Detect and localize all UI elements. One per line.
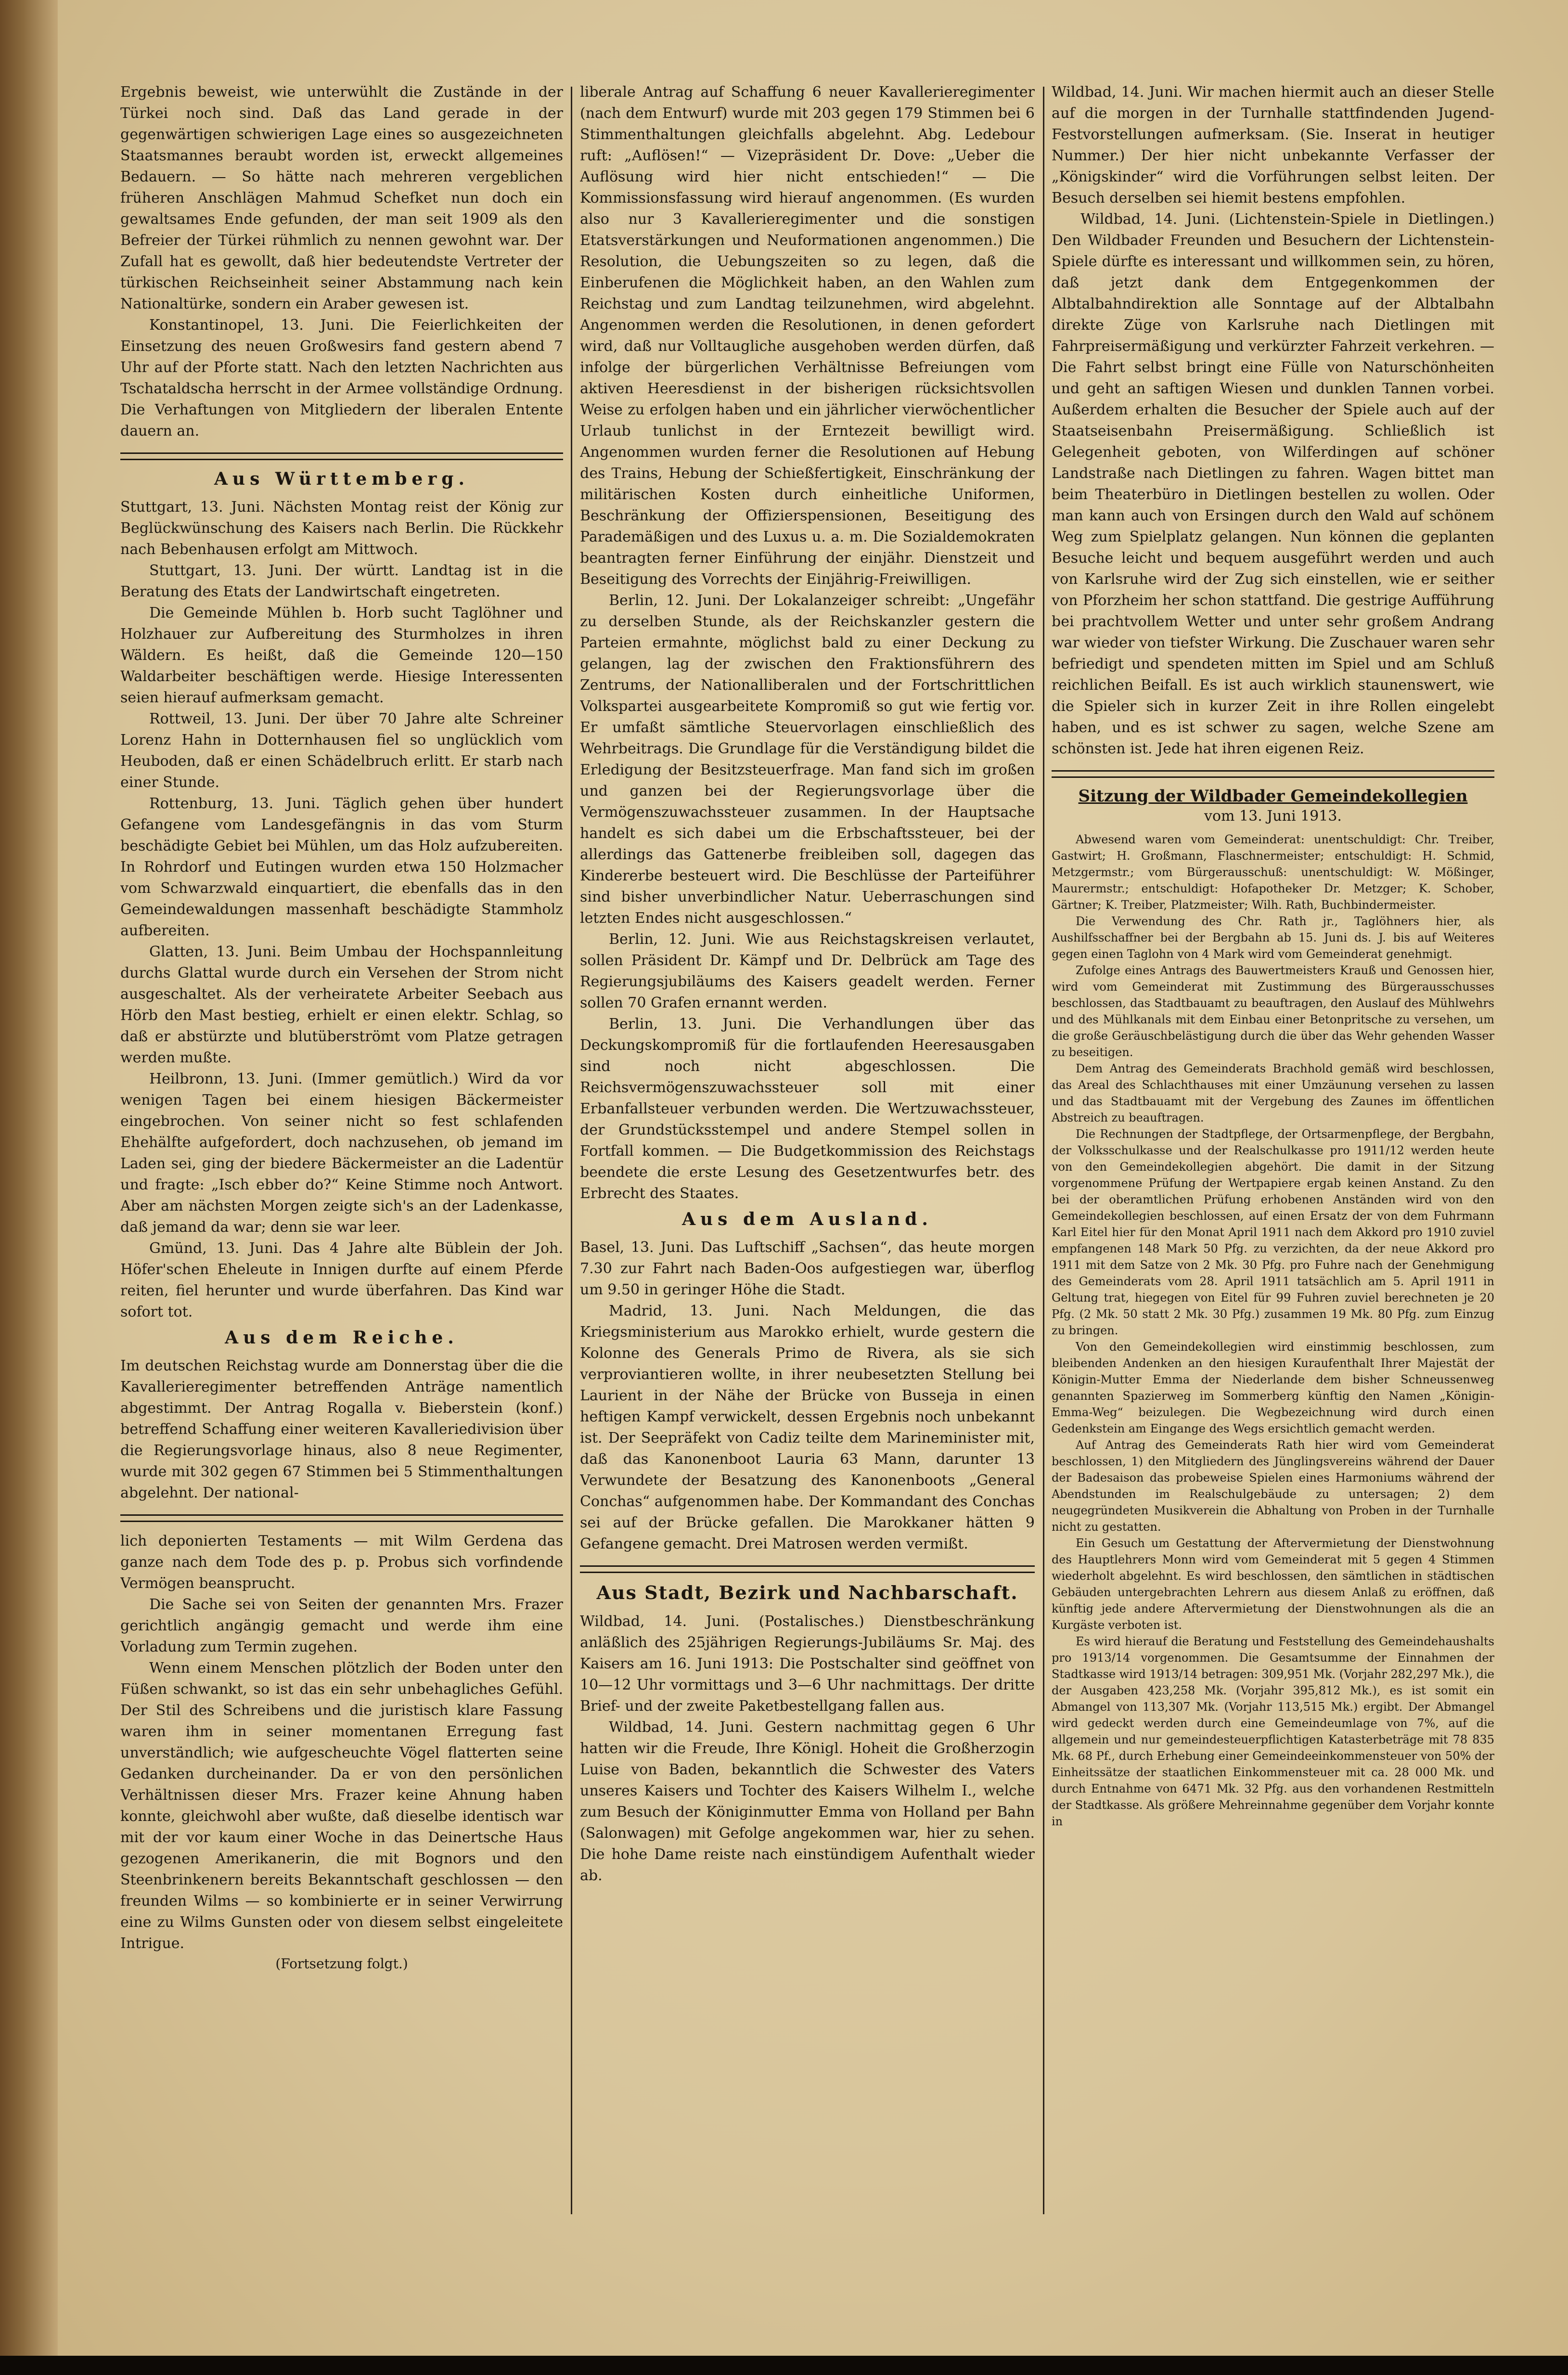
section-heading-sitzung: Sitzung der Wildbader Gemeindekollegien	[1078, 787, 1468, 806]
feuilleton-text: Wenn einem Menschen plötzlich der Boden unter den Füßen schwankt, so ist das ein sehr unbehagliches Gefühl. Der Stil des Schreibens und die juristisch klare Fassung waren ihm in seiner momentanen Erregung fast unverständlich; wie aufgescheuchte Vögel flatterten seine Gedanken durcheinander. Da er von den persönlichen Verhältnissen dieser Mrs. Frazer keine Ahnung haben konnte, gleichwohl aber wußte, daß dieselbe identisch war mit der vor kaum einer Woche in das Deinertsche Haus gezogenen Amerikanerin, die mit Bognors und den Steenbrinkenern bereits Bekanntschaft geschlossen — den freunden Wilms — so kombinierte er in seiner Verwirrung eine zu Wilms Gunsten oder von diesem selbst eingeleitete Intrigue.	[120, 1660, 563, 1952]
section-subheading-date: vom 13. Juni 1913.	[1204, 808, 1342, 825]
page-binding-edge	[0, 0, 58, 2375]
news-item: Im deutschen Reichstag wurde am Donnerstag über die die Kavallerieregimenter betreffenden Anträge namentlich abgestimmt. Der Antrag Rogalla v. Bieberstein (konf.) betreffend Schaffung einer weiteren Kavalleriedivision über die Regierungsvorlage hinaus, also 8 neue Regimenter, wurde mit 302 gegen 67 Stimmen bei 5 Stimmenthaltungen abgelehnt. Der national-	[120, 1357, 563, 1501]
news-item: Rottweil, 13. Juni. Der über 70 Jahre alte Schreiner Lorenz Hahn in Dotternhausen fiel so unglücklich vom Heuboden, daß er einen Schädelbruch erlitt. Er starb nach einer Stunde.	[120, 710, 563, 791]
news-item: Wildbad, 14. Juni. Gestern nachmittag gegen 6 Uhr hatten wir die Freude, Ihre Königl. Hoheit die Großherzogin Luise von Baden, bekanntlich die Schwester des Vaters unseres Kaisers und Tochter des Kaisers Wilhelm I., welche zum Besuch der Königinmutter Emma von Holland per Bahn (Salonwagen) mit Gefolge angekommen war, hier zu sehen. Die hohe Dame reiste nach einstündigem Aufenthalt wieder ab.	[580, 1719, 1035, 1884]
column-rule	[1043, 87, 1044, 2214]
minutes-item: Von den Gemeindekollegien wird einstimmig beschlossen, zum bleibenden Andenken an den hiesigen Kuraufenthalt Ihrer Majestät der Königin-Mutter Emma der Niederlande dem bisher Schneussenweg genannten Spazierweg im Sommerberg künftig den Namen „Königin-Emma-Weg“ beizulegen. Die Wegbezeichnung wird durch einen Gedenkstein am Eingange des Wegs ersichtlich gemacht werden.	[1052, 1340, 1494, 1435]
news-item: Basel, 13. Juni. Das Luftschiff „Sachsen“, das heute morgen 7.30 zur Fahrt nach Baden-Oos aufgestiegen war, überflog um 9.50 in geringer Höhe die Stadt.	[580, 1239, 1035, 1298]
feuilleton-text: Die Sache sei von Seiten der genannten Mrs. Frazer gerichtlich angängig gemacht und werde ihm eine Vorladung zum Termin zugehen.	[120, 1596, 563, 1655]
section-divider	[120, 452, 563, 460]
section-divider	[120, 1514, 563, 1522]
article-text: Konstantinopel, 13. Juni. Die Feierlichkeiten der Einsetzung des neuen Großwesirs fand gestern abend 7 Uhr auf der Pforte statt. Nach den letzten Nachrichten aus Tschataldscha herrscht in der Armee vollständige Ordnung. Die Verhaftungen von Mitgliedern der liberalen Entente dauern an.	[120, 317, 563, 439]
minutes-item: Zufolge eines Antrags des Bauwertmeisters Krauß und Genossen hier, wird vom Gemeinderat mit Zustimmung des Bürgerausschusses beschlossen, das Stadtbauamt zu beauftragen, den Auslauf des Mühlwehrs und des Mühlkanals mit dem Einbau einer Betonpritsche zu versehen, um die große Geräuschbelästigung durch die über das Wehr gehenden Wasser zu beseitigen.	[1052, 964, 1494, 1059]
article-text: Ergebnis beweist, wie unterwühlt die Zustände in der Türkei noch sind. Daß das Land gerade in der gegenwärtigen schwierigen Lage eines so ausgezeichneten Staatsmannes beraubt worden ist, erweckt allgemeines Bedauern. — So hätte nach mehreren vergeblichen früheren Anschlägen Mahmud Schefket nun doch ein gewaltsames Ende gefunden, der man seit 1909 als den Befreier der Türkei rühmlich zu nennen gewohnt war. Der Zufall hat es gewollt, daß hier bedeutendste Vertreter der türkischen Reichseinheit seiner Abstammung nach kein Nationaltürke, sondern ein Araber gewesen ist.	[120, 84, 563, 312]
section-divider	[1052, 770, 1494, 778]
minutes-item: Abwesend waren vom Gemeinderat: unentschuldigt: Chr. Treiber, Gastwirt; H. Großmann, Flaschnermeister; entschuldigt: H. Schmid, Metzgermstr.; vom Bürgerausschuß: unentschuldigt: W. Mößinger, Maurermstr.; entschuldigt: Hofapotheker Dr. Metzger; K. Schober, Gärtner; K. Treiber, Platzmeister; Wilh. Rath, Buchbindermeister.	[1052, 833, 1494, 912]
news-item: Gmünd, 13. Juni. Das 4 Jahre alte Büblein der Joh. Höfer'schen Eheleute in Innigen durfte auf einem Pferde reiten, fiel herunter und wurde überfahren. Das Kind war sofort tot.	[120, 1240, 563, 1320]
news-item: Berlin, 13. Juni. Die Verhandlungen über das Deckungskompromiß für die fortlaufenden Heeresausgaben sind noch nicht abgeschlossen. Die Reichsvermögenszuwachssteuer soll mit einer Erbanfallsteuer verbunden werden. Die Wertzuwachssteuer, der Grundstücksstempel und andere Stempel sollen in Fortfall kommen. — Die Budgetkommission des Reichstags beendete die erste Lesung des Gesetzentwurfes betr. des Erbrecht des Staates.	[580, 1016, 1035, 1202]
minutes-item: Die Rechnungen der Stadtpflege, der Ortsarmenpflege, der Bergbahn, der Volksschulkasse und der Realschulkasse pro 1911/12 werden heute von den Gemeindekollegien abgehört. Die damit in der Sitzung vorgenommene Prüfung der Wertpapiere ergab keinen Anstand. Zu den bei der oberamtlichen Prüfung erhobenen Anständen wird von den Gemeindekollegien beschlossen, auf einen Ersatz der von dem Fuhrmann Karl Eitel hier für den Monat April 1911 nach dem Akkord pro 1910 zuviel empfangenen 148 Mark 50 Pfg. zu verzichten, da der neue Akkord pro 1911 mit dem Satze von 2 Mk. 30 Pfg. pro Fuhre nach der Genehmigung des Gemeinderats vom 28. April 1911 tatsächlich am 5. April 1911 in Geltung trat, hiegegen von Eitel für 99 Fuhren zuviel berechneten je 20 Pfg. (2 Mk. 50 statt 2 Mk. 30 Pfg.) zusammen 19 Mk. 80 Pfg. zum Einzug zu bringen.	[1052, 1127, 1494, 1337]
news-item: Stuttgart, 13. Juni. Der württ. Landtag ist in die Beratung des Etats der Landwirtschaft eingetreten.	[120, 562, 563, 600]
news-item: Wildbad, 14. Juni. (Postalisches.) Dienstbeschränkung anläßlich des 25jährigen Regierungs-Jubiläums Sr. Maj. des Kaisers am 16. Juni 1913: Die Postschalter sind geöffnet von 10—12 Uhr vormittags und 3—6 Uhr nachmittags. Der dritte Brief- und der zweite Paketbestellgang fallen aus.	[580, 1613, 1035, 1715]
column-1	[120, 82, 563, 2219]
news-item: Wildbad, 14. Juni. Wir machen hiermit auch an dieser Stelle auf die morgen in der Turnhalle stattfindenden Jugend-Festvorstellungen aufmerksam. (Sie. Inserat in heutiger Nummer.) Der hier nicht unbekannte Verfasser der „Königskinder“ wird die Vorführungen selbst leiten. Der Besuch derselben sei hiemit bestens empfohlen.	[1052, 84, 1494, 207]
news-item: Rottenburg, 13. Juni. Täglich gehen über hundert Gefangene vom Landesgefängnis in das vom Sturm beschädigte Gebiet bei Mühlen, um das Holz aufzubereiten. In Rohrdorf und Eutingen wurden etwa 150 Holzmacher vom Schwarzwald einquartiert, die ebenfalls das in den Gemeindewaldungen massenhaft beschädigte Stammholz aufbereiten.	[120, 795, 563, 939]
minutes-item: Auf Antrag des Gemeinderats Rath hier wird vom Gemeinderat beschlossen, 1) den Mitgliedern des Jünglingsvereins während der Dauer der Badesaison das probeweise Spielen eines Harmoniums während der Abendstunden im Realschulgebäude zu untersagen; 2) dem neugegründeten Musikverein die Abhaltung von Proben in der Turnhalle nicht zu gestatten.	[1052, 1438, 1494, 1534]
news-item: Heilbronn, 13. Juni. (Immer gemütlich.) Wird da vor wenigen Tagen bei einem hiesigen Bäckermeister eingebrochen. Von seiner nicht so fest schlafenden Ehehälfte aufgefordert, doch nachzusehen, ob jemand im Laden sei, ging der biedere Bäckermeister an die Ladentür und fragte: „Isch ebber do?“ Keine Stimme noch Antwort. Aber am nächsten Morgen zeigte sich's an der Ladenkasse, daß jemand da war; denn sie war leer.	[120, 1071, 563, 1236]
news-item: Berlin, 12. Juni. Der Lokalanzeiger schreibt: „Ungefähr zu derselben Stunde, als der Reichskanzler gestern die Parteien ermahnte, möglichst bald zu einer Deckung zu gelangen, lag der zwischen den Fraktionsführern des Zentrums, der Nationalliberalen und der Fortschrittlichen Volkspartei ausgearbeitete Kompromiß so gut wie fertig vor. Er umfaßt sämtliche Steuervorlagen einschließlich des Wehrbeitrags. Die Grundlage für die Verständigung bildet die Erledigung der Besitzsteuerfrage. Man fand sich im großen und ganzen bei der Regierungsvorlage über die Vermögenszuwachssteuer zusammen. In der Hauptsache handelt es sich dabei um die Erbschaftssteuer, bei der allerdings das Gattenerbe freibleiben soll, dagegen das Kindererbe besteuert wird. Die Beschlüsse der Parteiführer sind bisher unverbindlicher Natur. Ueberraschungen sind letzten Endes nicht ausgeschlossen.“	[580, 592, 1035, 927]
section-heading-ausland: Aus dem Ausland.	[682, 1209, 933, 1229]
minutes-item: Die Verwendung des Chr. Rath jr., Taglöhners hier, als Aushilfsschaffner bei der Bergbahn ab 15. Juni ds. J. bis auf Weiteres gegen einen Taglohn von 4 Mark wird vom Gemeinderat genehmigt.	[1052, 915, 1494, 961]
continuation-note: (Fortsetzung folgt.)	[275, 1956, 408, 1972]
section-divider	[580, 1565, 1035, 1573]
feuilleton-text: lich deponierten Testaments — mit Wilm Gerdena das ganze nach dem Tode des p. p. Probus sich vorfindende Vermögen beansprucht.	[120, 1533, 563, 1592]
news-item: Madrid, 13. Juni. Nach Meldungen, die das Kriegsministerium aus Marokko erhielt, wurde gestern die Kolonne des Generals Primo de Rivera, als sie sich verproviantieren wollte, in ihrer neubesetzten Stellung bei Laurient in der Nähe der Brücke von Busseja in einen heftigen Kampf verwickelt, dessen Ergebnis noch unbekannt ist. Der Seepräfekt von Cadiz teilte dem Marineminister mit, daß das Kanonenboot Lauria 63 Mann, darunter 13 Verwundete der Besatzung des Kanonenboots „General Conchas“ aufgenommen habe. Der Kommandant des Conchas sei auf der Brücke gefallen. Die Marokkaner hätten 9 Gefangene gemacht. Drei Matrosen werden vermißt.	[580, 1303, 1035, 1552]
news-item: Berlin, 12. Juni. Wie aus Reichstagskreisen verlautet, sollen Präsident Dr. Kämpf und Dr. Delbrück am Tage des Regierungsjubiläums des Kaisers geadelt werden. Ferner sollen 70 Grafen ernannt werden.	[580, 931, 1035, 1011]
page-bottom-edge	[0, 2356, 1568, 2375]
section-heading-reiche: Aus dem Reiche.	[225, 1328, 459, 1348]
column-3	[1052, 82, 1494, 2219]
news-item: Wildbad, 14. Juni. (Lichtenstein-Spiele in Dietlingen.) Den Wildbader Freunden und Besuchern der Lichtenstein-Spiele dürfte es interessant und willkommen sein, zu hören, daß jetzt dank dem Entgegenkommen der Albtalbahndirektion alle Sonntage auf der Albtalbahn direkte Züge von Karlsruhe nach Dietlingen mit Fahrpreisermäßigung und verkürzter Fahrzeit verkehren. — Die Fahrt selbst bringt eine Fülle von Naturschönheiten und geht an saftigen Wiesen und dunklen Tannen vorbei. Außerdem erhalten die Besucher der Spiele auch auf der Staatseisenbahn Preisermäßigung. Schließlich ist Gelegenheit geboten, von Wilferdingen auf schöner Landstraße nach Dietlingen zu fahren. Wagen bittet man beim Theaterbüro in Dietlingen bestellen zu wollen. Oder man kann auch von Ersingen durch den Wald auf schönem Weg zum Spielplatz gelangen. Nun können die geplanten Besuche leicht und bequem ausgeführt werden und auch von Karlsruhe wird der Zug sich einstellen, wie er seither von Pforzheim her schon stattfand. Die gestrige Aufführung bei prachtvollem Wetter und unter sehr großem Andrang war wieder von tiefster Wirkung. Die Zuschauer waren sehr befriedigt und spendeten mitten im Spiel und am Schluß reichlichen Beifall. Es ist auch wirklich staunenswert, wie die Spieler sich in kurzer Zeit in ihre Rollen eingelebt haben, und es ist schwer zu sagen, welche Szene am schönsten ist. Jede hat ihren eigenen Reiz.	[1052, 211, 1494, 757]
minutes-item: Es wird hierauf die Beratung und Feststellung des Gemeindehaushalts pro 1913/14 vorgenommen. Die Gesamtsumme der Einnahmen der Stadtkasse wird 1913/14 betragen: 309,951 Mk. (Vorjahr 282,297 Mk.), die der Ausgaben 423,258 Mk. (Vorjahr 395,812 Mk.), es ist somit ein Abmangel von 113,307 Mk. (Vorjahr 113,515 Mk.) ergibt. Der Abmangel wird gedeckt werden durch eine Gemeindeumlage von 7%, auf die allgemein und nur gemeindesteuerpflichtigen Katasterbeträge mit 78 835 Mk. 68 Pf., durch Erhebung einer Gemeindeeinkommensteuer von 50% der Einheitssätze der staatlichen Einkommensteuer mit ca. 28 000 Mk. und durch Entnahme von 6471 Mk. 32 Pfg. aus den vorhandenen Restmitteln der Stadtkasse. Als größere Mehreinnahme gegenüber dem Vorjahr konnte in	[1052, 1635, 1494, 1828]
news-item: Glatten, 13. Juni. Beim Umbau der Hochspannleitung durchs Glattal wurde durch ein Versehen der Strom nicht ausgeschaltet. Als der verheiratete Arbeiter Seebach aus Hörb den Mast bestieg, erhielt er einen elektr. Schlag, so daß er abstürzte und blutüberströmt vom Platze getragen werden mußte.	[120, 943, 563, 1066]
section-heading-stadt: Aus Stadt, Bezirk und Nachbarschaft.	[596, 1582, 1018, 1603]
column-rule	[571, 87, 572, 2214]
minutes-item: Ein Gesuch um Gestattung der Aftervermietung der Dienstwohnung des Hauptlehrers Monn wird vom Gemeinderat mit 5 gegen 4 Stimmen wiederholt abgelehnt. Es wird beschlossen, den sämtlichen in städtischen Gebäuden untergebrachten Lehrern aus diesem Anlaß zu eröffnen, daß künftig jede andere Aftervermietung der Dienstwohnungen als die an Kurgäste verboten ist.	[1052, 1536, 1494, 1632]
news-item: Stuttgart, 13. Juni. Nächsten Montag reist der König zur Beglückwünschung des Kaisers nach Berlin. Die Rückkehr nach Bebenhausen erfolgt am Mittwoch.	[120, 499, 563, 558]
minutes-item: Dem Antrag des Gemeinderats Brachhold gemäß wird beschlossen, das Areal des Schlachthauses mit einer Umzäunung versehen zu lassen und das Stadtbauamt mit der Vergebung des Zaunes im öffentlichen Abstreich zu beauftragen.	[1052, 1062, 1494, 1124]
column-2	[580, 82, 1035, 2219]
section-heading-wuerttemberg: Aus Württemberg.	[214, 469, 470, 489]
news-item: Die Gemeinde Mühlen b. Horb sucht Taglöhner und Holzhauer zur Aufbereitung des Sturmholzes in ihren Wäldern. Es heißt, daß die Gemeinde 120—150 Waldarbeiter beschäftigen werde. Hiesige Interessenten seien hierauf aufmerksam gemacht.	[120, 605, 563, 706]
article-text: liberale Antrag auf Schaffung 6 neuer Kavallerieregimenter (nach dem Entwurf) wurde mit 203 gegen 179 Stimmen bei 6 Stimmenthaltungen gleichfalls abgelehnt. Abg. Ledebour ruft: „Auflösen!“ — Vizepräsident Dr. Dove: „Ueber die Auflösung wird hier nicht entschieden!“ — Die Kommissionsfassung wird hierauf angenommen. (Es wurden also nur 3 Kavallerieregimenter und die sonstigen Etatsverstärkungen und Neuformationen angenommen.) Die Resolution, die Uebungszeiten so zu legen, daß die Einberufenen die Möglichkeit haben, an den Wahlen zum Reichstag und zum Landtag teilzunehmen, wird abgelehnt. Angenommen werden die Resolutionen, in denen gefordert wird, daß nur Volltaugliche ausgehoben werden dürfen, daß infolge der bürgerlichen Verhältnisse Befreiungen vom aktiven Heeresdienst in der bisherigen rücksichtsvollen Weise zu erfolgen haben und ein jährlicher vierwöchentlicher Urlaub tunlichst in der Erntezeit bewilligt wird. Angenommen wurden ferner die Resolutionen auf Hebung des Trains, Hebung der Schießfertigkeit, Einschränkung der militärischen Kosten durch einheitliche Uniformen, Beschränkung der Offizierspensionen, Beseitigung des Parademäßigen und des Luxus u. a. m. Die Sozialdemokraten beantragten ferner Einführung der einjähr. Dienstzeit und Beseitigung des Vorrechts der Einjährig-Freiwilligen.	[580, 84, 1035, 588]
